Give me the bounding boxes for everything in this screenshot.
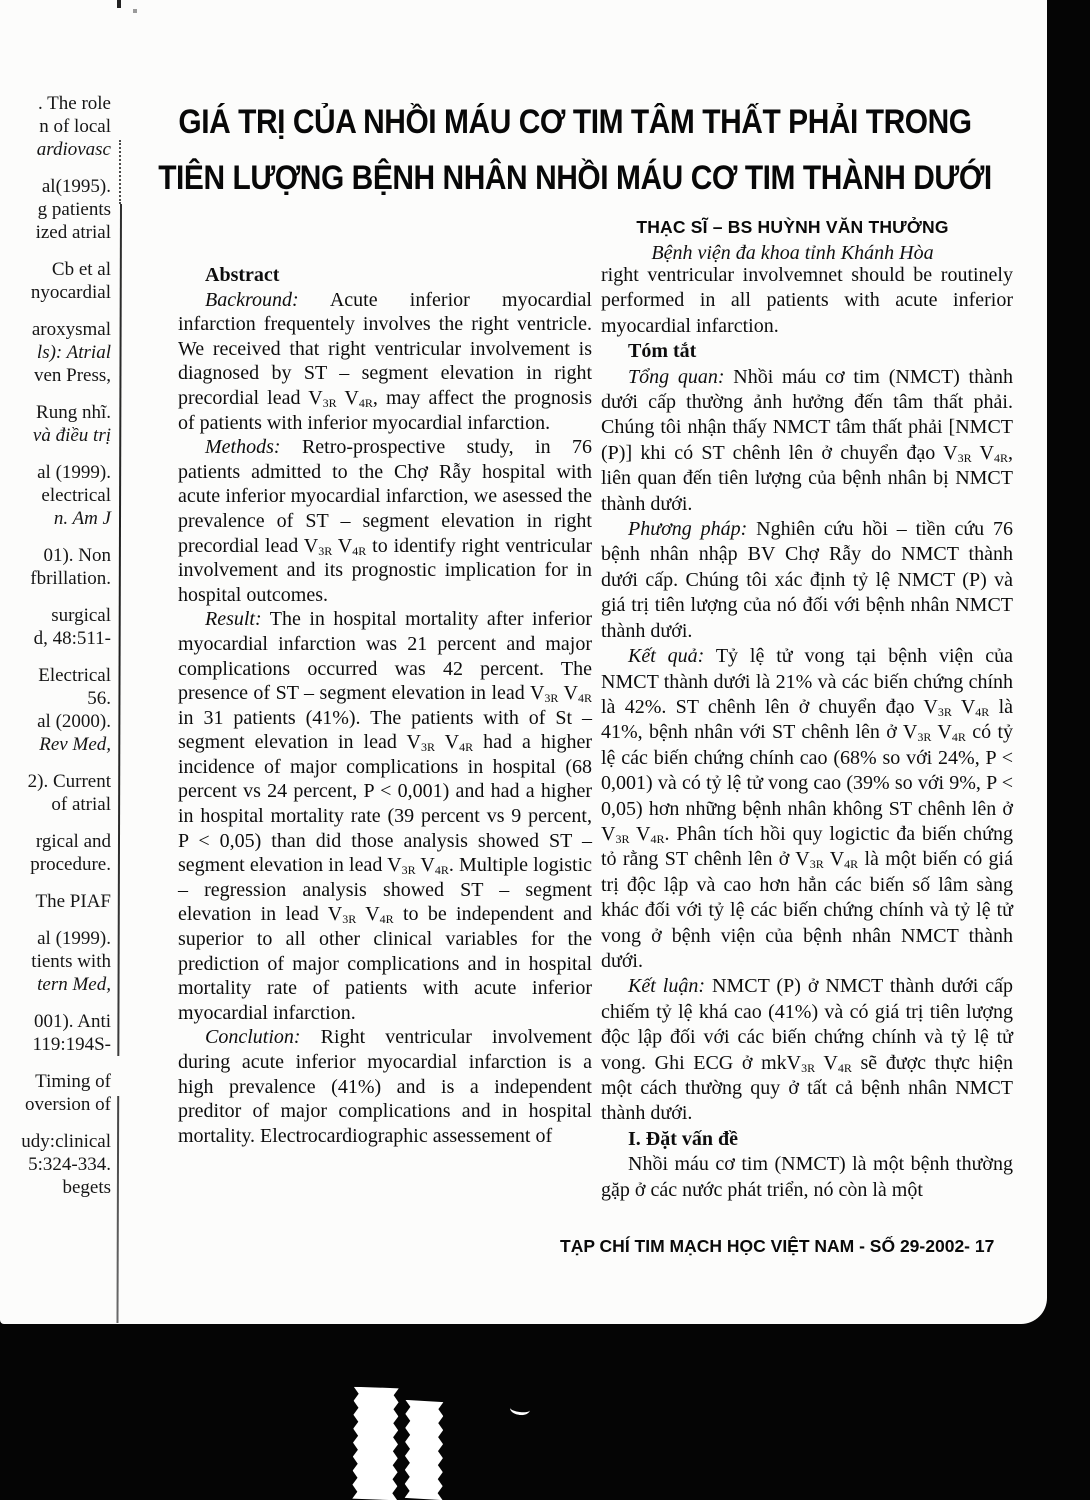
reference-fragment-line: ardiovasc xyxy=(36,139,111,160)
reference-fragment-line: nyocardial xyxy=(30,282,111,303)
reference-fragment-line: procedure. xyxy=(30,854,111,875)
reference-fragment-group xyxy=(0,92,111,161)
summary-column xyxy=(601,263,1013,1203)
reference-fragment-line: al (2000). xyxy=(37,711,111,732)
reference-fragment-group xyxy=(0,830,111,876)
paragraph-ket-qua: Kết quả: Tỷ lệ tử vong tại bệnh viện của NMCT thành dưới là 21% và các biến chứng chính là 42%. ST chênh lên ở chuyển đạo $V_{3R}$ $V_{4R}$ là 41%, bệnh nhân với ST chênh lên ở $V_{3R}$ $V_{4R}$ có tỷ lệ các biến chứng chính cao (68% so với 24%, P < 0,001) và có tỷ lệ tử vong cao (39% so với 9%, P < 0,05) hơn những bệnh nhân không ST chênh lên ở $V_{3R}$ $V_{4R}$. Phân tích hồi quy logictic đa biến chứng tỏ rằng ST chênh lên ở $V_{3R}$ $V_{4R}$ là một biến có giá trị độc lập và cao hơn hẳn các biến số lâm sàng khác đối với tỷ lệ các biến chứng chính và tỷ lệ tử vong ở bệnh viện của bệnh nhân NMCT thành dưới. xyxy=(601,645,1014,972)
reference-fragment-group xyxy=(0,401,111,447)
reference-fragment-line: n of local xyxy=(39,116,111,137)
reference-fragment-line: Electrical xyxy=(38,665,111,686)
reference-fragment-line: ized atrial xyxy=(35,222,111,243)
reference-fragment-line: Rung nhĩ. xyxy=(36,402,111,423)
reference-fragment-line: d, 48:511- xyxy=(33,628,111,649)
paragraph-intro: Nhồi máu cơ tim (NMCT) là một bệnh thường gặp ở các nước phát triển, nó còn là một xyxy=(601,1153,1013,1201)
reference-fragment-line: al (1999). xyxy=(37,928,111,949)
reference-fragment-group xyxy=(0,1070,111,1116)
reference-fragment-line: tients with xyxy=(31,951,111,972)
reference-fragment-group xyxy=(0,890,111,913)
reference-fragment-line: n. Am J xyxy=(53,508,111,529)
reference-fragment-line: 01). Non xyxy=(43,545,111,566)
prev-page-text-fragments xyxy=(0,92,111,1213)
reference-fragment-group xyxy=(0,544,111,590)
abstract-heading: Abstract xyxy=(205,264,280,286)
reference-fragment-line: Timing of xyxy=(35,1071,111,1092)
author-block xyxy=(565,217,1020,265)
reference-fragment-line: begets xyxy=(62,1177,111,1198)
author-affiliation: Bệnh viện đa khoa tỉnh Khánh Hòa xyxy=(651,242,934,264)
scan-speck-2 xyxy=(133,9,137,13)
reference-fragment-line: 001). Anti xyxy=(33,1011,111,1032)
reference-fragment-group xyxy=(0,1130,111,1199)
reference-fragment-line: al(1995). xyxy=(41,176,111,197)
paragraph-phuong-phap: Phương pháp: Nghiên cứu hồi – tiền cứu 76 bệnh nhân nhập BV Chợ Rẫy do NMCT thành dưới cấp. Chúng tôi xác định tỷ lệ NMCT (P) và giá trị tiên lượng của nó đối với bệnh nhân NMCT thành dưới. xyxy=(601,518,1013,642)
abstract-column xyxy=(178,263,592,1148)
reference-fragment-group xyxy=(0,927,111,996)
reference-fragment-line: fbrillation. xyxy=(30,568,111,589)
reference-fragment-line: Rev Med, xyxy=(39,734,111,755)
paragraph-continuation: right ventricular involvemnet should be routinely performed in all patients with acute inferior myocardial infarction. xyxy=(601,264,1013,337)
author-name: THẠC SĨ – BS HUỲNH VĂN THƯỞNG xyxy=(636,217,949,237)
reference-fragment-group xyxy=(0,604,111,650)
reference-fragment-line: oversion of xyxy=(24,1094,111,1115)
paragraph-backround: Backround: Acute inferior myocardial infarction frequentely involves the right ventricle. We received that right ventricular involvement is diagnosed by ST – segment elevation in right precordial lead $V_{3R}$ $V_{4R}$, may affect the prognosis of patients with inferior myocardial infarction. xyxy=(178,288,593,434)
reference-fragment-line: surgical xyxy=(51,605,111,626)
reference-fragment-line: 2). Current xyxy=(27,771,111,792)
paragraph-tong-quan: Tổng quan: Nhồi máu cơ tim (NMCT) thành dưới cấp thường ảnh hưởng đến tâm thất phải. Chúng tôi nhận thấy NMCT tâm thất phải [NMCT (P)] khi có ST chênh lên ở chuyển đạo $V_{3R}$ $V_{4R}$, liên quan đến tiên lượng của bệnh nhân bị NMCT thành dưới. xyxy=(601,365,1013,515)
reference-fragment-group xyxy=(0,461,111,530)
tom-tat-heading: Tóm tắt xyxy=(628,340,697,363)
scan-artifact-strip-2 xyxy=(405,1400,444,1500)
paragraph-ket-luan: Kết luận: NMCT (P) ở NMCT thành dưới cấp chiếm tỷ lệ khá cao (41%) và có giá trị tiên lượng độc lập đối với các biến chứng chính và tỷ lệ tử vong. Ghi ECG ở mkV$_{3R}$ $V_{4R}$ sẽ được thực hiện một cách thường quy ở tất cả bệnh nhân NMCT thành dưới. xyxy=(601,975,1013,1125)
title-line-2: TIÊN LƯỢNG BỆNH NHÂN NHỒI MÁU CƠ TIM THÀNH DƯỚI xyxy=(158,159,992,197)
page-fold-dotted-line xyxy=(119,140,121,204)
page-title xyxy=(157,94,993,206)
reference-fragment-line: rgical and xyxy=(35,831,111,852)
reference-fragment-line: ls): Atrial xyxy=(36,342,111,363)
reference-fragment-line: và điều trị xyxy=(32,425,111,446)
title-line-1: GIÁ TRỊ CỦA NHỒI MÁU CƠ TIM TÂM THẤT PHẢI TRONG xyxy=(178,103,972,141)
reference-fragment-group xyxy=(0,770,111,816)
reference-fragment-line: 119:194S- xyxy=(32,1034,111,1055)
reference-fragment-line: . The role xyxy=(38,93,111,114)
scan-artifact-strip-1 xyxy=(352,1387,399,1500)
reference-fragment-group xyxy=(0,175,111,244)
reference-fragment-line: g patients xyxy=(37,199,111,220)
reference-fragment-line: tern Med, xyxy=(37,974,111,995)
reference-fragment-line: ven Press, xyxy=(33,365,111,386)
reference-fragment-line: udy:clinical xyxy=(21,1131,111,1152)
reference-fragment-line: electrical xyxy=(41,485,111,506)
reference-fragment-group xyxy=(0,1010,111,1056)
reference-fragment-group xyxy=(0,258,111,304)
reference-fragment-line: al (1999). xyxy=(37,462,111,483)
reference-fragment-line: 56. xyxy=(87,688,111,709)
dat-van-de-heading: I. Đặt vấn đề xyxy=(628,1127,739,1150)
paragraph-conclution: Conclution: Right ventricular involvement during acute inferior myocardial infarction is a high prevalence (41%) and is a independent preditor of major complications and in hospital mortality. Electrocardiographic assessement of xyxy=(178,1026,592,1147)
page-fold-line-gap xyxy=(114,1056,128,1096)
reference-fragment-line: The PIAF xyxy=(35,891,111,912)
paragraph-methods: Methods: Retro-prospective study, in 76 patients admitted to the Chợ Rẫy hospital with acute inferior myocardial infarction, we asessed the prevalence of ST – segment elevation in right precordial lead $V_{3R}$ $V_{4R}$ to identify right ventricular involvement and its prognostic implication for in hospital outcomes. xyxy=(178,436,592,606)
reference-fragment-group xyxy=(0,318,111,387)
reference-fragment-line: of atrial xyxy=(51,794,111,815)
scan-speck-1 xyxy=(117,0,121,8)
reference-fragment-line: Cb et al xyxy=(51,259,111,280)
paragraph-result: Result: The in hospital mortality after inferior myocardial infarction was 21 percent and major complications occurred was 42 percent. The presence of ST – segment elevation in lead $V_{3R}$ $V_{4R}$ in 31 patients (41%). The patients with of St – segment elevation in lead $V_{3R}$ $V_{4R}$ had a higher incidence of major complications in hospital (68 percent vs 24 percent, P < 0,001) and had a higher in hospital mortality rate (39 percent vs 9 percent, P < 0,05) than did those analysis showed ST – segment elevation in lead $V_{3R}$ $V_{4R}$. Multiple logistic – regression analysis showed ST – segment elevation in lead $V_{3R}$ $V_{4R}$ to be independent and superior to all other clinical variables for the prediction of major complications and in hospital mortality rate of patients with acute inferior myocardial infarction. xyxy=(178,608,592,1024)
reference-fragment-group xyxy=(0,664,111,756)
journal-footer: TẠP CHÍ TIM MẠCH HỌC VIỆT NAM - SỐ 29-2002- 17 xyxy=(560,1236,995,1256)
reference-fragment-line: 5:324-334. xyxy=(28,1154,111,1175)
reference-fragment-line: aroxysmal xyxy=(31,319,111,340)
